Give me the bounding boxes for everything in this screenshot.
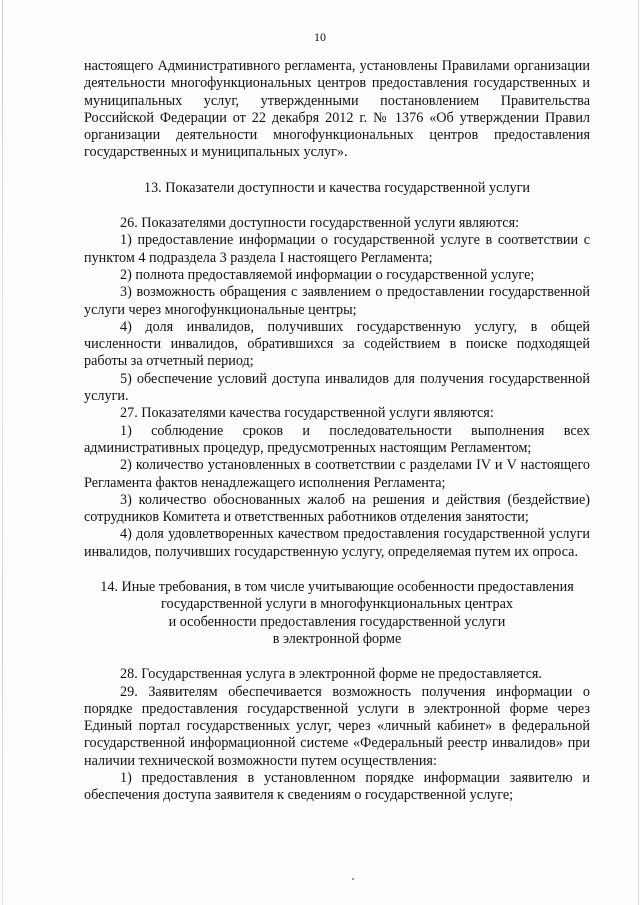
scan-edge-left	[2, 0, 3, 905]
paragraph-intro: настоящего Административного регламента, установлены Правилами организации деятельности многофункциональных центров предоставления государственных и муниципальных услуг, утвержденными постановлением Правительства Российской Федерации от 22 декабря 2012 г. № 1376 «Об утверждении Правил организации деятельности многофункциональных центров предоставления государственных и муниципальных услуг».	[84, 58, 590, 161]
section-heading-14-line-1: 14. Иные требования, в том числе учитывающие особенности предоставления	[100, 579, 574, 596]
document-body	[84, 58, 590, 805]
paragraph-26-item-4: 4) доля инвалидов, получивших государственную услугу, в общей численности инвалидов, обратившихся за содействием в поиске подходящей работы за отчетный период;	[84, 318, 590, 370]
paragraph-27-item-1: 1) соблюдение сроков и последовательности выполнения всех административных процедур, предусмотренных настоящим Регламентом;	[84, 422, 590, 456]
paragraph-27-item-3: 3) количество обоснованных жалоб на решения и действия (бездействие) сотрудников Комитета и ответственных работников отделения занятости;	[84, 491, 590, 526]
spacer	[84, 197, 590, 215]
paragraph-26: 26. Показателями доступности государственной услуги являются:	[120, 215, 520, 232]
paragraph-26-item-2: 2) полнота предоставляемой информации о государственной услуге;	[120, 266, 535, 283]
paragraph-29: 29. Заявителям обеспечивается возможность получения информации о порядке предоставления государственной услуги в электронной форме через Единый портал государственных услуг, через «личный кабинет» в федеральной государственной информационной системе «Федеральный реестр инвалидов» при наличии технической возможности путем осуществления:	[84, 683, 590, 769]
paragraph-26-item-1: 1) предоставление информации о государственной услуге в соответствии с пунктом 4 подраздела 3 раздела I настоящего Регламента;	[84, 232, 590, 266]
spacer	[84, 162, 590, 180]
page-number: 10	[314, 30, 326, 44]
paragraph-27: 27. Показателями качества государственной услуги являются:	[120, 405, 494, 422]
paragraph-29-item-1: 1) предоставления в установленном порядке информации заявителю и обеспечения доступа заявителя к сведениям о государственной услуге;	[84, 769, 590, 804]
spacer	[84, 648, 590, 666]
paragraph-27-item-4: 4) доля удовлетворенных качеством предоставления государственной услуги инвалидов, получивших государственную услугу, определяемая путем их опроса.	[84, 526, 590, 560]
section-heading-14-line-4: в электронной форме	[272, 630, 402, 647]
section-heading-13: 13. Показатели доступности и качества государственной услуги	[143, 179, 530, 196]
paragraph-28: 28. Государственная услуга в электронной форме не предоставляется.	[120, 666, 542, 683]
section-heading-14-line-3: и особенности предоставления государственной услуги	[168, 613, 506, 630]
paragraph-26-item-5: 5) обеспечение условий доступа инвалидов для получения государственной услуги.	[84, 370, 590, 405]
spacer	[84, 561, 590, 579]
scan-edge-right	[638, 0, 639, 905]
scan-speck	[352, 878, 354, 880]
paragraph-26-item-3: 3) возможность обращения с заявлением о предоставлении государственной услуги через многофункциональные центры;	[84, 284, 590, 318]
paragraph-27-item-2: 2) количество установленных в соответствии с разделами IV и V настоящего Регламента фактов ненадлежащего исполнения Регламента;	[84, 457, 590, 491]
section-heading-14-line-2: государственной услуги в многофункциональных центрах	[160, 596, 514, 613]
